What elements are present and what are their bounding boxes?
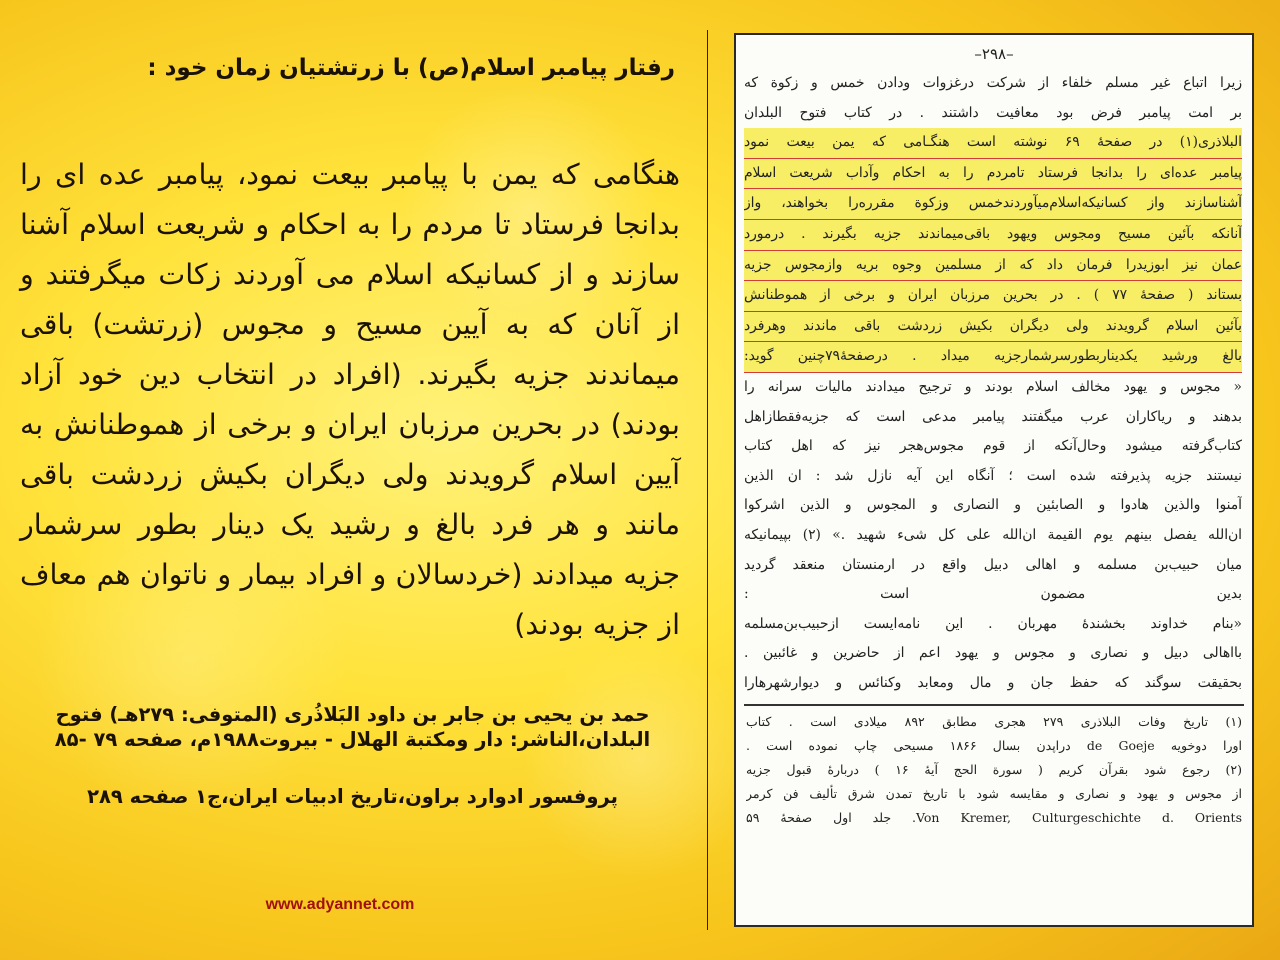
highlighted-line: عمان نیز ابوزیدرا فرمان داد که از مسلمین وجوه بریه وازمجوس جزیه xyxy=(744,251,1242,282)
scan-line: بدهند و ریاکاران عرب میگفتند پیامبر مدعی است که جزیه‌فقطازاهل xyxy=(744,408,1242,425)
scanned-book-page xyxy=(734,33,1254,927)
scan-line: آمنوا والذین هادوا و الصابئین و النصاری و المجوس و الذین اشرکوا xyxy=(744,497,1242,514)
highlighted-line: بآئین اسلام گرویدند ولی دیگران بکیش زردشت باقی ماندند وهرفرد xyxy=(744,312,1242,343)
scan-line: کتاب‌گرفته میشود وحال‌آنکه از قوم مجوس‌هجر نیز که اهل کتاب xyxy=(744,438,1242,455)
scan-line: «بنام خداوند بخشندهٔ مهربان . این نامه‌ایست ازحبیب‌بن‌مسلمه xyxy=(744,615,1242,632)
citation-source-1: حمد بن یحیی بن جابر بن داود البَلاذُری (المتوفی: ۲۷۹هـ) فتوح البلدان،الناشر: دار ومکتبة الهلال - بیروت۱۹۸۸م، صفحه ۷۹ -۸۵ xyxy=(54,703,651,751)
footnote-separator xyxy=(744,704,1244,706)
footnote-line: (۱) تاریخ وفات البلاذری ۲۷۹ هجری مطابق ۸۹۲ میلادی است . کتاب xyxy=(746,714,1242,730)
website-link[interactable]: www.adyannet.com xyxy=(265,896,415,913)
citation-source-2: پروفسور ادوارد براون،تاریخ ادبیات ایران،ج۱ صفحه ۲۸۹ xyxy=(87,785,618,808)
footnote-line: از مجوس و یهود و نصاری و مقایسه شود با تاریخ تمدن شرق تألیف فن کرمر xyxy=(746,786,1242,802)
scan-line: « مجوس و یهود مخالف اسلام بودند و ترجیح میدادند مالیات سرانه را xyxy=(744,378,1242,395)
scan-line: بااهالی دبیل و نصاری و مجوس و یهود اعم از حاضرین و غائبین . xyxy=(744,645,1242,662)
scan-line: بدین مضمون است : xyxy=(744,586,1242,603)
footnote-line: Von Kremer, Culturgeschichte d. Orients. جلد اول صفحهٔ ۵۹ xyxy=(746,810,1242,826)
highlighted-line: بستاند ( صفحهٔ ۷۷ ) . در بحرین مرزبان ایران و برخی از هموطنانش xyxy=(744,281,1242,312)
scan-line: زیرا اتباع غیر مسلم خلفاء از شرکت درغزوات ودادن خمس و زکوة که xyxy=(744,75,1242,91)
footnote-line: اورا دوخویه de Goeje دراپدن بسال ۱۸۶۶ مسیحی چاپ نموده است . xyxy=(746,738,1242,754)
scan-line: بر امت پیامبر فرض بود معافیت داشتند . در کتاب فتوح البلدان xyxy=(744,104,1242,121)
scan-footnotes xyxy=(736,710,1252,830)
highlighted-line: البلاذری(۱) در صفحهٔ ۶۹ نوشته است هنگـامی که یمن بیعت نمود xyxy=(744,128,1242,159)
page-number: –۲۹۸– xyxy=(974,45,1014,63)
page-title: رفتار پیامبر اسلام(ص) با زرتشتیان زمان خود : xyxy=(147,55,675,81)
scan-line: ان‌الله یفصل بینهم یوم القیمة ان‌الله علی کل شیء شهید .» (۲) بپیمانیکه xyxy=(744,526,1242,543)
vertical-divider xyxy=(707,30,708,930)
scan-line: میان حبیب‌بن مسلمه و اهالی دبیل واقع در ارمنستان منعقد گردید xyxy=(744,556,1242,573)
highlighted-line: آنانکه بآئین مسیح ومجوس ویهود باقی‌میماندند جزیه بگیرند . درمورد xyxy=(744,220,1242,251)
scan-text-lines xyxy=(736,63,1252,698)
body-paragraph: هنگامی که یمن با پیامبر بیعت نمود، پیامبر عده ای را بدانجا فرستاد تا مردم را به احکام و شریعت اسلام آشنا سازند و از کسانیکه اسلام می آوردند زکات میگرفتند و از آنان که به آیین مسیح و مجوس (زرتشت) باقی میماندند جزیه بگیرند. (افراد در انتخاب دین خود آزاد بودند) در بحرین مرزبان ایران و برخی از هموطنانش به آیین اسلام گرویدند ولی دیگران بکیش زردشت باقی مانند و هر فرد بالغ و رشید یک دینار بطور سرشمار جزیه میدادند (خردسالان و افراد بیمار و ناتوان هم معاف از جزیه بودند) xyxy=(20,158,680,641)
scan-line: بحقیقت سوگند که حفظ جان و مال ومعابد وکنائس و دیوارشهرهارا xyxy=(744,674,1242,691)
text-column xyxy=(20,40,685,809)
highlighted-line: آشناسازند واز کسانیکه‌اسلام‌میآوردندخمس وزکوة مقرره‌را بخواهند، واز xyxy=(744,189,1242,220)
highlighted-line: پیامبر عده‌ای را بدانجا فرستاد تامردم را به احکام وآداب شریعت اسلام xyxy=(744,159,1242,190)
scan-line: نیستند جزیه پذیرفته شده است ؛ آنگاه این آیه نازل شد : ان الذین xyxy=(744,467,1242,484)
highlighted-line: بالغ ورشید یکدیناربطورسرشمارجزیه میداد . درصفحهٔ۷۹چنین گوید: xyxy=(744,342,1242,373)
footnote-line: (۲) رجوع شود بقرآن کریم ( سورة الحج آیهٔ ۱۶ ) دربارهٔ قبول جزیه xyxy=(746,762,1242,778)
